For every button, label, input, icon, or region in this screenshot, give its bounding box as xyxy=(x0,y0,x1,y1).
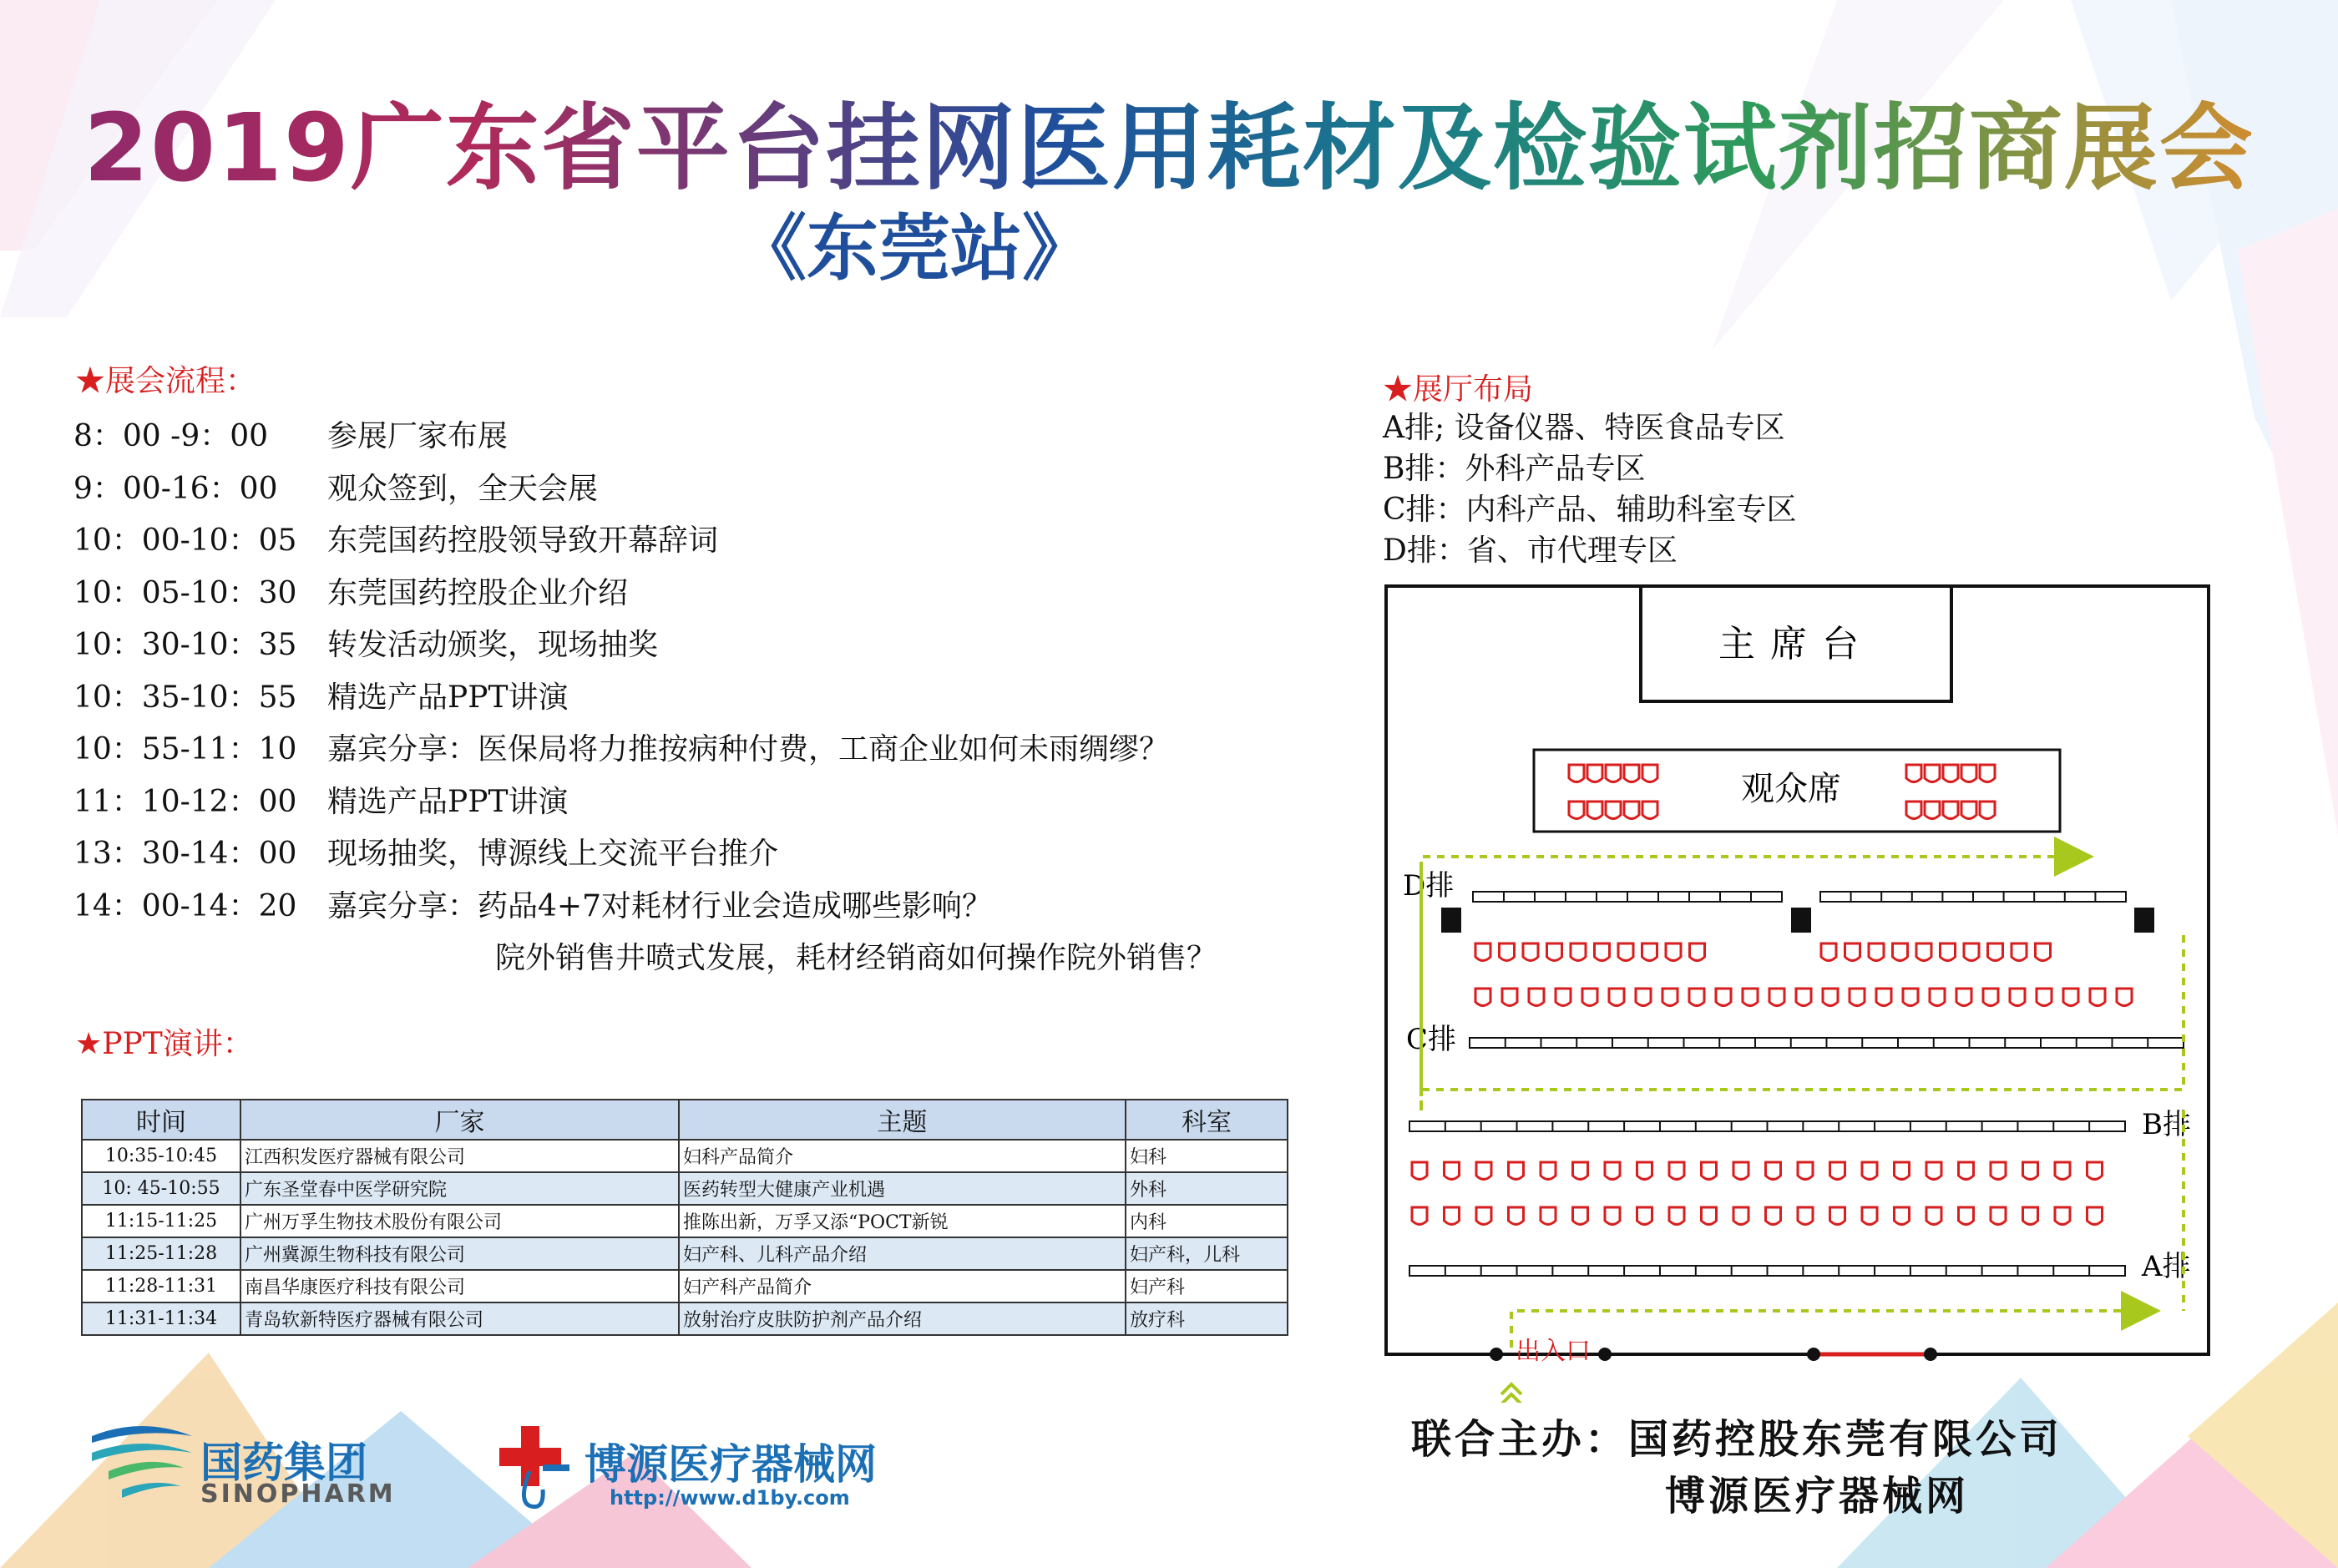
floor-plan xyxy=(1369,576,2221,1403)
seat xyxy=(1702,1207,1717,1225)
schedule-activity: 转发活动颁奖，现场抽奖 xyxy=(327,628,659,662)
table-cell: 推陈出新，万孚又添“POCT新锐 xyxy=(679,1205,1126,1237)
seat xyxy=(1821,943,1836,961)
seat xyxy=(2023,1162,2038,1180)
seat xyxy=(1926,1162,1941,1180)
seat xyxy=(1476,1162,1491,1180)
zone-item: D排：省、市代理专区 xyxy=(1383,534,1678,568)
table-cell: 放疗科 xyxy=(1126,1302,1288,1335)
seat xyxy=(1669,1207,1684,1225)
seat xyxy=(1983,989,1998,1006)
seat xyxy=(1445,1162,1460,1180)
sinopharm-en: SINOPHARM xyxy=(200,1479,396,1509)
seat xyxy=(1964,943,1979,961)
table-row xyxy=(82,1140,1288,1172)
seat xyxy=(1475,943,1490,961)
seats-d xyxy=(1475,943,2132,1006)
schedule-time: 10：55-11：10 xyxy=(73,732,297,766)
table-row xyxy=(82,1205,1288,1237)
seat xyxy=(1769,989,1784,1006)
seat xyxy=(1823,989,1838,1006)
table-cell: 妇产科、儿科产品介绍 xyxy=(679,1237,1126,1270)
schedule-item xyxy=(73,568,1217,620)
schedule-activity: 东莞国药控股领导致开幕辞词 xyxy=(327,524,719,558)
table-cell: 妇产科产品简介 xyxy=(679,1270,1126,1302)
table-header: 时间 xyxy=(82,1100,240,1140)
seat xyxy=(1595,943,1610,961)
table-cell: 广东圣堂春中医学研究院 xyxy=(240,1172,679,1205)
seat xyxy=(1956,989,1971,1006)
seat xyxy=(1830,1207,1845,1225)
table-header: 主题 xyxy=(679,1100,1126,1140)
seat xyxy=(2012,943,2027,961)
seat xyxy=(1716,989,1731,1006)
zone-item: A排; 设备仪器、特医食品专区 xyxy=(1383,411,1785,445)
boyuan-logo-icon xyxy=(493,1419,576,1520)
seat xyxy=(1637,1207,1652,1225)
seat xyxy=(1662,989,1678,1006)
table-row xyxy=(82,1172,1288,1205)
boyuan-cn: 博源医疗器械网 xyxy=(584,1440,877,1489)
seat xyxy=(1930,989,1945,1006)
seat xyxy=(1547,943,1562,961)
seat xyxy=(2023,1207,2038,1225)
schedule-time: 10：00-10：05 xyxy=(73,524,297,558)
table-cell: 广州冀源生物科技有限公司 xyxy=(240,1237,679,1270)
seat xyxy=(2088,1162,2103,1180)
schedule-list xyxy=(73,411,1217,985)
table-cell: 11:28-11:31 xyxy=(82,1270,240,1302)
seat xyxy=(1876,989,1891,1006)
sinopharm-logo-icon xyxy=(84,1419,200,1511)
seats-ab xyxy=(1412,1162,2103,1225)
schedule-item xyxy=(73,828,1217,881)
table-cell: 妇科 xyxy=(1126,1140,1288,1172)
zone-item: C排：内科产品、辅助科室专区 xyxy=(1383,493,1797,527)
table-cell: 妇产科 xyxy=(1126,1270,1288,1302)
schedule-activity: 现场抽奖，博源线上交流平台推介 xyxy=(327,837,779,871)
seat xyxy=(1959,1207,1974,1225)
schedule-time: 9：00-16：00 xyxy=(73,471,278,506)
seat xyxy=(1573,1162,1588,1180)
seat xyxy=(1798,1162,1813,1180)
seat xyxy=(1509,1162,1524,1180)
seat xyxy=(2055,1207,2070,1225)
seat xyxy=(1988,943,2003,961)
seat xyxy=(2055,1162,2070,1180)
door-post xyxy=(1598,1348,1612,1361)
seat xyxy=(1500,943,1515,961)
zone-list xyxy=(1383,407,1797,571)
schedule-time: 13：30-14：00 xyxy=(73,837,297,871)
schedule-item xyxy=(73,515,1217,568)
seat xyxy=(1573,1207,1588,1225)
zone-item: B排：外科产品专区 xyxy=(1383,452,1646,486)
a-row-table xyxy=(1409,1266,2125,1276)
seat xyxy=(1636,989,1651,1006)
seat xyxy=(1862,1162,1877,1180)
schedule-time: 14：00-14：20 xyxy=(73,888,297,923)
seat xyxy=(1926,1207,1941,1225)
seat xyxy=(1959,1162,1974,1180)
schedule-heading: ★展会流程： xyxy=(75,364,256,398)
layout-heading: ★展厅布局 xyxy=(1383,372,1534,407)
seat xyxy=(2088,1207,2103,1225)
seat xyxy=(1669,1162,1684,1180)
table-cell: 妇产科，儿科 xyxy=(1126,1237,1288,1270)
seat xyxy=(1541,1207,1556,1225)
schedule-item xyxy=(73,620,1217,672)
seat xyxy=(1689,989,1704,1006)
seat xyxy=(1690,943,1705,961)
host-line-2: 博源医疗器械网 xyxy=(1665,1473,1970,1520)
host-block xyxy=(1411,1411,2062,1525)
schedule-continuation: 院外销售井喷式发展，耗材经销商如何操作院外销售？ xyxy=(495,941,1217,975)
table-cell: 内科 xyxy=(1126,1205,1288,1237)
seat xyxy=(1605,1207,1620,1225)
boyuan-url: http://www.d1by.com xyxy=(610,1486,850,1510)
schedule-time: 10：35-10：55 xyxy=(73,680,297,715)
seat xyxy=(1743,989,1758,1006)
c-row-table xyxy=(1470,1038,2184,1048)
seat xyxy=(1605,1162,1620,1180)
seat xyxy=(1637,1162,1652,1180)
seat xyxy=(1529,989,1544,1006)
schedule-activity: 嘉宾分享：药品4+7对耗材行业会造成哪些影响？ xyxy=(327,888,992,923)
seat xyxy=(1895,1162,1910,1180)
seat xyxy=(1895,1207,1910,1225)
seat xyxy=(2036,943,2051,961)
schedule-time: 10：30-10：35 xyxy=(73,628,297,662)
schedule-item xyxy=(73,881,1217,933)
b-row-table xyxy=(1409,1121,2125,1131)
seat xyxy=(1766,1162,1781,1180)
schedule-activity: 东莞国药控股企业介绍 xyxy=(327,575,629,610)
table-cell: 11:31-11:34 xyxy=(82,1302,240,1335)
ppt-table xyxy=(81,1099,1288,1336)
door-post xyxy=(1924,1348,1937,1361)
schedule-item xyxy=(73,463,1217,516)
seat xyxy=(1991,1162,2006,1180)
seat xyxy=(1571,943,1586,961)
seat xyxy=(1796,989,1811,1006)
booth-pillar xyxy=(2134,908,2154,933)
table-cell: 广州万孚生物技术股份有限公司 xyxy=(240,1205,679,1237)
table-cell: 南昌华康医疗科技有限公司 xyxy=(240,1270,679,1302)
schedule-activity: 精选产品PPT讲演 xyxy=(327,784,569,819)
seat xyxy=(1702,1162,1717,1180)
seat xyxy=(1476,1207,1491,1225)
table-header-row xyxy=(82,1100,1288,1140)
seat xyxy=(1869,943,1884,961)
table-cell: 外科 xyxy=(1126,1172,1288,1205)
schedule-activity: 参展厂家布展 xyxy=(327,419,509,453)
seat xyxy=(1523,943,1538,961)
seat xyxy=(1766,1207,1781,1225)
row-label-a: A排 xyxy=(2142,1250,2191,1283)
table-cell: 10:35-10:45 xyxy=(82,1140,240,1172)
d-row-tables xyxy=(1473,892,2126,902)
seat xyxy=(2090,989,2105,1006)
booth-pillar xyxy=(1791,908,1811,933)
schedule-time: 11：10-12：00 xyxy=(73,784,297,819)
seat xyxy=(1556,989,1571,1006)
seat xyxy=(1862,1207,1877,1225)
seat xyxy=(2117,989,2132,1006)
table-cell: 江西积发医疗器械有限公司 xyxy=(240,1140,679,1172)
schedule-activity: 观众签到，全天会展 xyxy=(327,471,599,506)
seat xyxy=(1850,989,1865,1006)
seat xyxy=(1475,989,1490,1006)
schedule-item xyxy=(73,724,1217,776)
table-cell: 10: 45-10:55 xyxy=(82,1172,240,1205)
seat xyxy=(1445,1207,1460,1225)
seat xyxy=(1618,943,1633,961)
seat xyxy=(1941,943,1956,961)
seat xyxy=(1412,1207,1427,1225)
schedule-activity: 精选产品PPT讲演 xyxy=(327,680,569,715)
seat xyxy=(1502,989,1517,1006)
seat xyxy=(1845,943,1860,961)
table-row xyxy=(82,1302,1288,1335)
seat xyxy=(1916,943,1931,961)
seat xyxy=(2063,989,2078,1006)
table-header: 厂家 xyxy=(240,1100,679,1140)
sinopharm-cn: 国药集团 xyxy=(200,1439,367,1487)
table-cell: 医药转型大健康产业机遇 xyxy=(679,1172,1126,1205)
row-label-d: D排 xyxy=(1403,869,1455,903)
audience-label: 观众席 xyxy=(1741,770,1841,808)
door-post xyxy=(1490,1348,1503,1361)
seat xyxy=(1642,943,1657,961)
door-post xyxy=(1807,1348,1820,1361)
seat xyxy=(2037,989,2052,1006)
seat xyxy=(1412,1162,1427,1180)
schedule-time: 8：00 -9：00 xyxy=(73,419,269,453)
table-cell: 11:15-11:25 xyxy=(82,1205,240,1237)
schedule-time: 10：05-10：30 xyxy=(73,575,297,610)
table-cell: 青岛软新特医疗器械有限公司 xyxy=(240,1302,679,1335)
schedule-item xyxy=(73,776,1217,829)
seat xyxy=(2010,989,2025,1006)
seat xyxy=(1582,989,1597,1006)
seat xyxy=(1903,989,1918,1006)
schedule-item xyxy=(73,672,1217,725)
table-cell: 11:25-11:28 xyxy=(82,1237,240,1270)
table-header: 科室 xyxy=(1126,1100,1288,1140)
entrance-label: 出入口 xyxy=(1516,1337,1591,1366)
seat xyxy=(1991,1207,2006,1225)
seat xyxy=(1893,943,1908,961)
seat xyxy=(1609,989,1624,1006)
seat xyxy=(1798,1207,1813,1225)
seat xyxy=(1733,1207,1748,1225)
seat xyxy=(1509,1207,1524,1225)
schedule-item xyxy=(73,411,1217,463)
stage-label: 主席台 xyxy=(1718,623,1874,665)
table-row xyxy=(82,1270,1288,1302)
page-subtitle: 《东莞站》 xyxy=(735,207,1094,291)
seat xyxy=(1830,1162,1845,1180)
ppt-heading: ★PPT演讲： xyxy=(75,1027,253,1061)
booth-pillar xyxy=(1441,908,1461,933)
host-line-1: 联合主办：国药控股东莞有限公司 xyxy=(1411,1416,2063,1463)
row-label-b: B排 xyxy=(2142,1108,2191,1141)
table-cell: 妇科产品简介 xyxy=(679,1140,1126,1172)
page-title: 2019广东省平台挂网医用耗材及检验试剂招商展会 xyxy=(0,73,2338,208)
seat xyxy=(1541,1162,1556,1180)
table-row xyxy=(82,1237,1288,1270)
schedule-activity: 嘉宾分享：医保局将力推按病种付费，工商企业如何未雨绸缪？ xyxy=(327,732,1170,766)
table-cell: 放射治疗皮肤防护剂产品介绍 xyxy=(679,1302,1126,1335)
row-label-c: C排 xyxy=(1406,1023,1457,1056)
seat xyxy=(1733,1162,1748,1180)
seat xyxy=(1666,943,1681,961)
